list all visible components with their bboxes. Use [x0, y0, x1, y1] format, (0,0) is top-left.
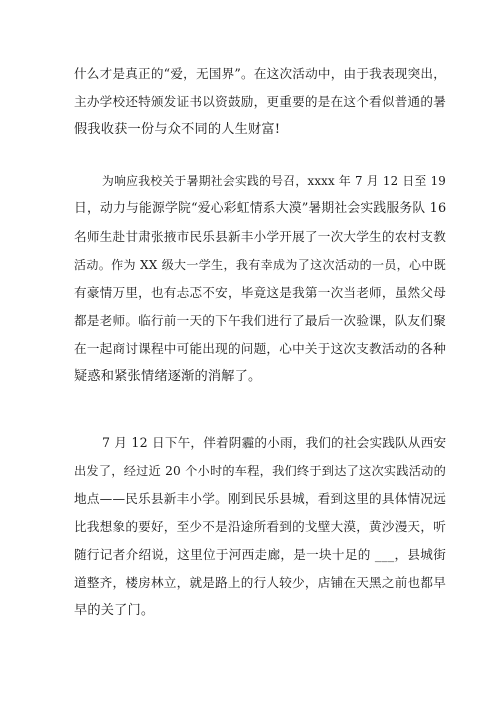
text-line: 假我收获一份与众不同的人生财富! [74, 122, 281, 137]
text-line: 有豪情万里，也有忐忑不安，毕竟这是我第一次当老师，虽然父母 [74, 285, 446, 300]
text-line: 疑惑和紧张情绪逐渐的消解了。 [74, 369, 262, 384]
text-line: 什么才是真正的“爱，无国界”。在这次活动中，由于我表现突出， [74, 66, 446, 81]
text-line: 主办学校还特颁发证书以资鼓励，更重要的是在这个看似普通的暑 [74, 94, 446, 109]
text-line-indented: 7 月 12 日下午，伴着阴霾的小雨，我们的社会实践队从西安 [102, 435, 447, 450]
text-line: 日，动力与能源学院“爱心彩虹情系大漠”暑期社会实践服务队 16 [74, 201, 447, 216]
paragraph-3 [74, 429, 446, 625]
text-line: 地点——民乐县新丰小学。刚到民乐县城，看到这里的具体情况远 [74, 491, 446, 506]
text-line-indented: 为响应我校关于暑期社会实践的号召，xxxx 年 7 月 12 日至 19 [102, 174, 446, 188]
text-line: 出发了，经过近 20 个小时的车程，我们终于到达了这次实践活动的 [74, 464, 446, 478]
text-line: 早的关了门。 [74, 603, 155, 618]
text-line: 活动。作为 XX 级大一学生，我有幸成为了这次活动的一员，心中既 [74, 258, 446, 272]
text-line: 道整齐，楼房林立，就是路上的行人较少，店铺在天黑之前也都早 [74, 575, 446, 590]
text-line: 都是老师。临行前一天的下午我们进行了最后一次验课，队友们聚 [74, 313, 446, 328]
text-line: 在一起商讨课程中可能出现的问题，心中关于这次支教活动的各种 [74, 341, 446, 356]
text-line: 随行记者介绍说，这里位于河西走廊，是一块十足的 ___，县城街 [74, 547, 446, 562]
paragraph-1 [74, 60, 446, 144]
paragraph-2 [74, 167, 446, 391]
text-line: 名师生赴甘肃张掖市民乐县新丰小学开展了一次大学生的农村支教 [74, 229, 446, 244]
text-line: 比我想象的要好，至少不是沿途所看到的戈壁大漠，黄沙漫天，听 [74, 519, 446, 534]
